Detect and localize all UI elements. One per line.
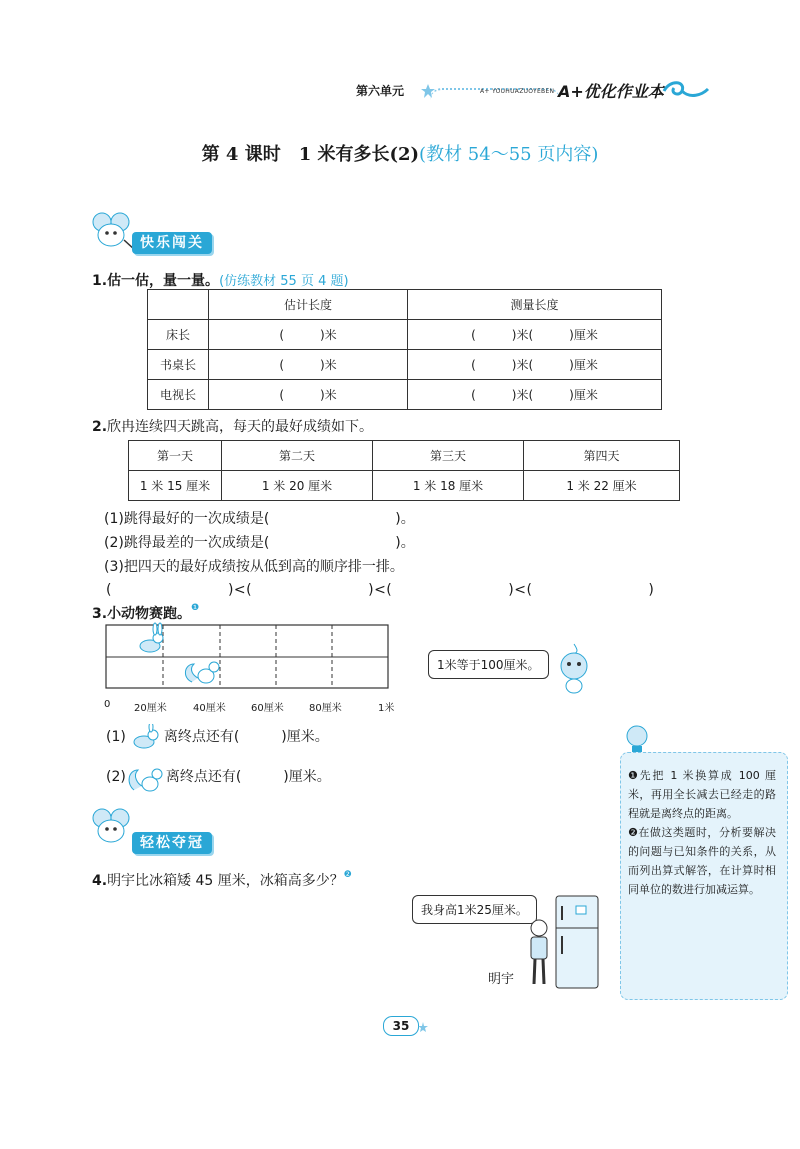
title-sub: (教材 54～55 页内容) xyxy=(419,144,599,165)
tip-item-2: ❷在做这类题时，分析要解决的问题与已知条件的关系，从而列出算式解答，在计算时相同单位的数进行加减运算。 xyxy=(628,826,776,896)
q1-est-blank: ( )米 xyxy=(209,320,408,350)
q1-text: 估一估，量一量。 xyxy=(107,273,220,289)
race-axis xyxy=(100,699,400,713)
q4-text: 明宇比冰箱矮 45 厘米，冰箱高多少？ xyxy=(107,873,344,889)
q3-sub1-post: 离终点还有( )厘米。 xyxy=(163,729,329,745)
tick-label: 40厘米 xyxy=(193,703,226,714)
q1-est-blank: ( )米 xyxy=(209,350,408,380)
mouse-mascot-icon xyxy=(88,210,136,254)
q2-day: 第四天 xyxy=(524,441,680,471)
q3-text: 小动物赛跑。 xyxy=(107,606,192,622)
q2-sub3: (3)把四天的最好成绩按从低到高的顺序排一排。 xyxy=(104,559,404,575)
q2-line xyxy=(92,416,373,436)
lightbulb-icon xyxy=(620,722,654,756)
section-badge-1: 快乐闯关 xyxy=(132,232,212,254)
q3-sub1-pre: (1) xyxy=(106,729,126,745)
q2-score: 1 米 18 厘米 xyxy=(373,471,524,501)
q2-table xyxy=(128,440,680,501)
q1-header-est: 估计长度 xyxy=(209,290,408,320)
tip-text xyxy=(628,766,776,899)
star-icon xyxy=(418,1022,428,1032)
tick-label: 20厘米 xyxy=(134,703,167,714)
q1-est-blank: ( )米 xyxy=(209,380,408,410)
q4-number: 4. xyxy=(92,873,108,889)
rabbit-icon xyxy=(140,623,163,652)
q2-day: 第一天 xyxy=(129,441,222,471)
tip-item-1: ❶先把 1 米换算成 100 厘米，再用全长减去已经走的路程就是离终点的距离。 xyxy=(628,769,776,820)
q3-speech-bubble: 1米等于100厘米。 xyxy=(428,650,549,679)
page-title xyxy=(0,140,800,166)
q3-sub2-pre: (2) xyxy=(106,769,126,785)
q4-name: 明宇 xyxy=(488,972,515,987)
q1-row-label: 书桌长 xyxy=(148,350,209,380)
q2-score: 1 米 15 厘米 xyxy=(129,471,222,501)
squirrel-icon xyxy=(126,762,166,792)
brand-logo: A+优化作业本 xyxy=(558,82,664,101)
q2-score: 1 米 22 厘米 xyxy=(524,471,680,501)
q4-line xyxy=(92,870,352,890)
q2-sub2: (2)跳得最差的一次成绩是( )。 xyxy=(104,535,415,551)
q3-sub1 xyxy=(106,724,329,750)
q1-meas-blank: ( )米( )厘米 xyxy=(408,320,662,350)
tick-label: 60厘米 xyxy=(251,703,284,714)
q1-corner-cell xyxy=(148,290,209,320)
squirrel-icon xyxy=(185,662,219,683)
q4-tip-marker: ❷ xyxy=(343,870,352,880)
q3-tip-marker: ❶ xyxy=(191,603,200,613)
page-number: 35 xyxy=(383,1016,419,1036)
q2-number: 2. xyxy=(92,419,108,435)
tick-label: 80厘米 xyxy=(309,703,342,714)
q2-sub1: (1)跳得最好的一次成绩是( )。 xyxy=(104,511,415,527)
q1-number: 1. xyxy=(92,273,108,289)
q1-note: (仿练教材 55 页 4 题) xyxy=(219,274,349,289)
q1-line xyxy=(92,270,349,290)
q1-table xyxy=(147,289,662,410)
title-main: 第 4 课时 1 米有多长(2) xyxy=(201,144,420,165)
section-badge-2: 轻松夺冠 xyxy=(132,832,212,854)
q3-sub2-post: 离终点还有( )厘米。 xyxy=(165,769,331,785)
fridge-icon xyxy=(554,894,600,990)
q1-row-label: 电视长 xyxy=(148,380,209,410)
swirl-icon xyxy=(660,79,710,101)
q1-meas-blank: ( )米( )厘米 xyxy=(408,350,662,380)
q2-day: 第二天 xyxy=(222,441,373,471)
q2-text: 欣冉连续四天跳高，每天的最好成绩如下。 xyxy=(107,419,374,435)
q4-speech-bubble: 我身高1米25厘米。 xyxy=(412,895,537,924)
q2-score: 1 米 20 厘米 xyxy=(222,471,373,501)
unit-label: 第六单元 xyxy=(356,84,405,98)
tick-label: 0 xyxy=(104,699,111,710)
q1-meas-blank: ( )米( )厘米 xyxy=(408,380,662,410)
q2-day: 第三天 xyxy=(373,441,524,471)
header-small-text: A+ YOUHUAZUOYEBEN xyxy=(480,88,555,95)
boy-figure-icon xyxy=(524,918,554,988)
q3-number: 3. xyxy=(92,606,108,622)
tick-label: 1米 xyxy=(378,703,395,714)
mascot-sprite-icon xyxy=(552,642,596,696)
mouse-mascot-icon xyxy=(88,806,136,850)
q1-header-meas: 测量长度 xyxy=(408,290,662,320)
q2-order-line: ( )<( )<( )<( ) xyxy=(106,582,655,598)
rabbit-icon xyxy=(126,724,164,750)
q3-sub2 xyxy=(106,762,331,792)
q1-row-label: 床长 xyxy=(148,320,209,350)
